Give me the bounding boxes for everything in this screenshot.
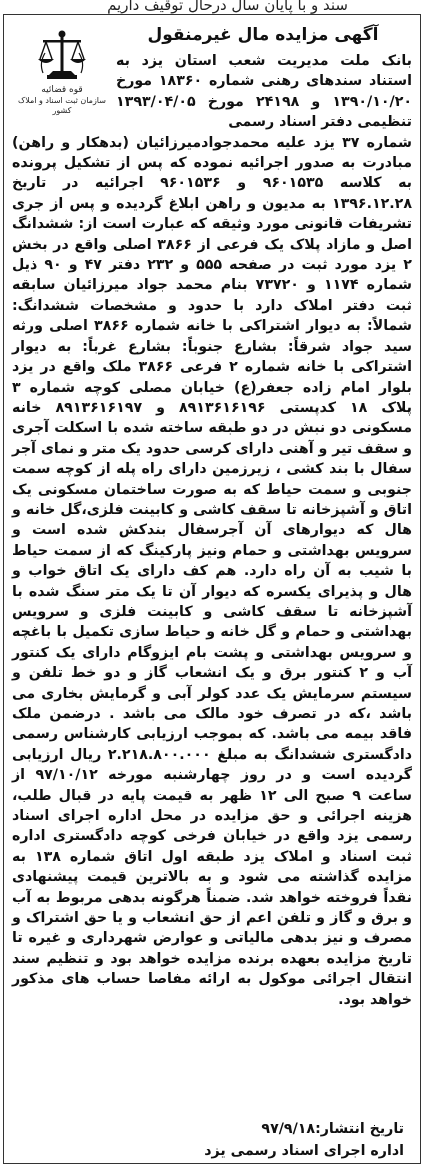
publish-date: تاریخ انتشار:۹۷/۹/۱۸	[261, 1121, 404, 1137]
auction-notice	[3, 14, 421, 1164]
logo-org-subtitle: سازمان ثبت اسناد و املاک کشور	[18, 96, 106, 115]
logo-org-name: قوه قضائیه	[41, 85, 83, 95]
previous-notice-strip: سند و با پایان سال درحال توقیف داریم	[107, 0, 348, 14]
notice-body-paragraph: شماره ۳۷ یزد علیه محمدجوادمیرزائیان (بدهکار و راهن) مبادرت به صدور اجرائیه نموده که پس از تشکیل پرونده به کلاسه ۹۶۰۱۵۳۵ و ۹۶۰۱۵۳۶ اجرائیه در تاریخ ۱۳۹۶.۱۲.۲۸ به مدیون و راهن ابلاغ گردیده و پس از جری تشریفات قانونی مورد وثیقه که عبارت است از: ششدانگ اصل و مازاد پلاک یک فرعی از ۳۸۶۶ اصلی واقع در بخش ۲ یزد مورد ثبت در صفحه ۵۵۵ و ۲۳۲ دفتر ۴۷ و ۹۰ ذیل شماره ۱۱۷۴ و ۷۳۷۲۰ بنام محمد جواد میرزائیان سابقه ثبت دفتر املاک دارد با حدود و مشخصات ششدانگ: شمالاً: به دیوار اشتراکی با خانه شماره ۳۸۶۶ اصلی ورثه سید جواد شرقاً: بشارع جنوباً: بشارع غرباً: به دیوار اشتراکی با خانه شماره ۲ فرعی ۳۸۶۶ ملک واقع در یزد بلوار امام زاده جعفر(ع) خیابان مصلی کوچه شماره ۳ پلاک ۱۸ کدپستی ۸۹۱۳۶۱۶۱۹۶ و ۸۹۱۳۶۱۶۱۹۷ خانه مسکونی دو نبش در دو طبقه ساخته شده با اسکلت آجری و سقف تیر و آهنی دارای کرسی حدود یک متر و نمای آجر سفال با بند کشی ، زیرزمین دارای راه پله از کوچه سمت جنوبی و سمت حیاط که به صورت ساختمان مسکونی یک اتاق و آشپزخانه تا سقف کاشی و کابینت فلزی،گل خانه و هال که دیوارهای آن آجرسفال بندکش شده است و سرویس بهداشتی و حمام ونیز پارکینگ که از سمت حیاط با شیب به آن راه دارد. هم کف دارای یک اتاق خواب و هال و پذیرای یکسره که دیوار آن تا یک متر سنگ شده با آشپزخانه تا سقف کاشی و کابینت فلزی و سرویس بهداشتی و حمام و گل خانه و حیاط سازی تکمیل با باغچه و سرویس بهداشتی و پشت بام ایزوگام دارای یک کنتور آب و ۲ کنتور برق و یک انشعاب گاز و دو خط تلفن و سیستم سرمایش یک عدد کولر آبی و گرمایش بخاری می باشد ،که در تصرف خود مالک می باشد . درضمن ملک فاقد بیمه می باشد. که بموجب ارزیابی کارشناس رسمی دادگستری ششدانگ به مبلغ ۲.۲۱۸.۸۰۰.۰۰۰ ریال ارزیابی گردیده است و در روز چهارشنبه مورخه ۹۷/۱۰/۱۲ از ساعت ۹ صبح الی ۱۲ ظهر به قیمت پایه در قبال طلب، هزینه اجرائی و حق مزایده در محل اداره اجرای اسناد رسمی یزد واقع در خیابان فرخی کوچه دادگستری اداره ثبت اسناد و املاک یزد طبقه اول اتاق شماره ۱۳۸ به مزایده گذاشته می شود و به بالاترین قیمت پیشنهادی نقداً فروخته خواهد شد. ضمناً هرگونه بدهی مربوط به آب و برق و گاز و تلفن اعم از حق انشعاب و یا حق اشتراک و مصرف و نیز بدهی مالیاتی و عوارض شهرداری و غیره تا تاریخ مزایده بعهده برنده مزایده خواهد بود و تنظیم سند انتقال اجرائی موکول به ارائه مفاصا حساب های مذکور خواهد بود.	[12, 134, 413, 1008]
notice-body	[12, 51, 412, 1010]
notice-title: آگهی مزایده مال غیرمنقول	[147, 25, 379, 45]
issuer-signature: اداره اجرای اسناد رسمی یزد	[204, 1143, 404, 1159]
notice-opening-lines: بانک ملت مدیریت شعب استان یزد به استناد سندهای رهنی شماره ۱۸۳۶۰ مورخ ۱۳۹۰/۱۰/۲۰ و ۲۴۱۹۸ مورخ ۱۳۹۳/۰۴/۰۵ تنظیمی دفتر اسناد رسمی	[116, 53, 413, 131]
